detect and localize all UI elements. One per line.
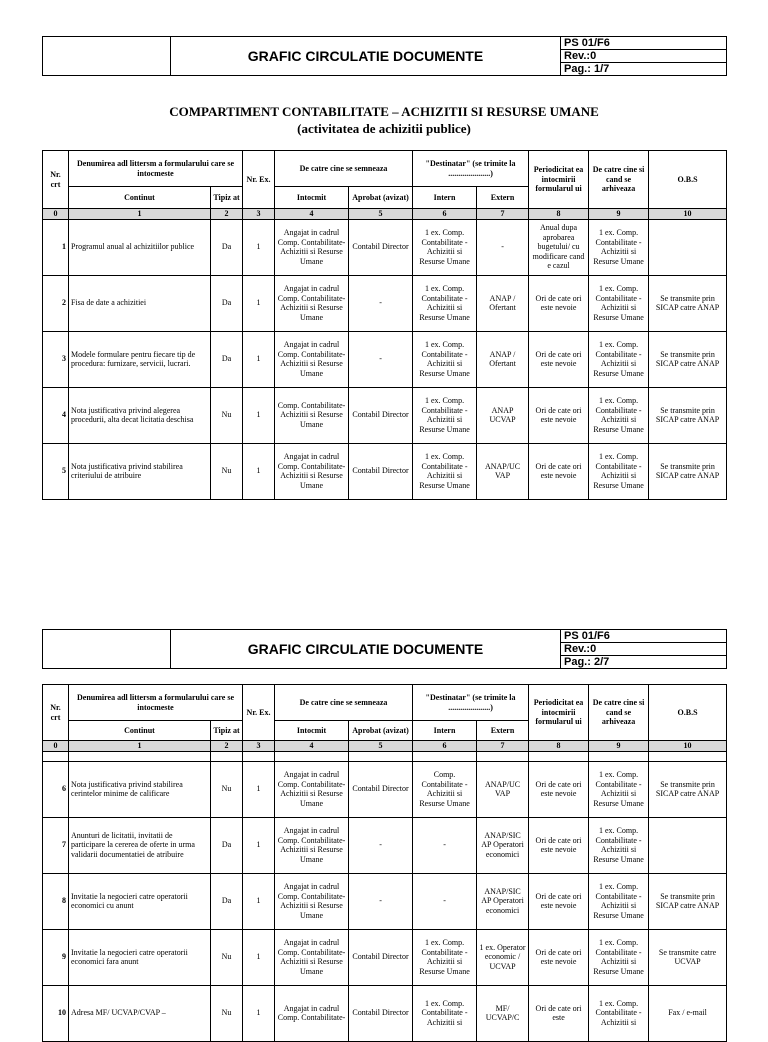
row-obs: Fax / e-mail <box>649 985 727 1041</box>
row-arhiveaza: 1 ex. Comp. Contabilitate - Achizitii si <box>589 985 649 1041</box>
table-1-body <box>43 219 727 499</box>
page-number: Pag.: 1/7 <box>561 63 727 76</box>
header-tipizat: Tipiz at <box>211 187 243 209</box>
section-title: COMPARTIMENT CONTABILITATE – ACHIZITII SI RESURSE UMANE <box>169 104 599 119</box>
header-destinatar: "Destinatar" (se trimite la .....................) <box>413 685 529 721</box>
row-arhiveaza: 1 ex. Comp. Contabilitate - Achizitii si Resurse Umane <box>589 873 649 929</box>
row-extern: ANAP UCVAP <box>477 387 529 443</box>
row-arhiveaza: 1 ex. Comp. Contabilitate - Achizitii si Resurse Umane <box>589 761 649 817</box>
column-number: 3 <box>243 741 275 752</box>
header-intocmit: Intocmit <box>275 721 349 741</box>
table-row <box>43 929 727 985</box>
row-number: 10 <box>43 985 69 1041</box>
page2-header <box>42 629 727 669</box>
row-periodicitate: Anual dupa aprobarea bugetului/ cu modificare cand e cazul <box>529 219 589 275</box>
document-flow-table-2 <box>42 684 727 1042</box>
row-nr-ex: 1 <box>243 443 275 499</box>
row-extern: 1 ex. Operator economic / UCVAP <box>477 929 529 985</box>
row-obs: Se transmite prin SICAP catre ANAP <box>649 331 727 387</box>
row-continut: Nota justificativa privind stabilirea criteriului de atribuire <box>69 443 211 499</box>
row-aprobat: Contabil Director <box>349 387 413 443</box>
row-continut: Invitatie la negocieri catre operatorii economici cu anunt <box>69 873 211 929</box>
row-aprobat: - <box>349 873 413 929</box>
row-extern: ANAP/UC VAP <box>477 443 529 499</box>
row-extern: ANAP / Ofertant <box>477 275 529 331</box>
row-obs: Se transmite prin SICAP catre ANAP <box>649 275 727 331</box>
row-aprobat: Contabil Director <box>349 219 413 275</box>
logo-cell <box>43 630 171 669</box>
header-periodicitate: Periodicitat ea intocmirii formularul ui <box>529 151 589 209</box>
page1-header <box>42 36 727 76</box>
row-intocmit: Angajat in cadrul Comp. Contabilitate- <box>275 985 349 1041</box>
column-number: 4 <box>275 741 349 752</box>
row-arhiveaza: 1 ex. Comp. Contabilitate - Achizitii si Resurse Umane <box>589 387 649 443</box>
row-tipizat: Nu <box>211 387 243 443</box>
row-extern: - <box>477 219 529 275</box>
logo-cell <box>43 37 171 76</box>
column-number: 0 <box>43 741 69 752</box>
row-intocmit: Angajat in cadrul Comp. Contabilitate- Achizitii si Resurse Umane <box>275 761 349 817</box>
row-continut: Nota justificativa privind alegerea procedurii, alta decat licitatia deschisa <box>69 387 211 443</box>
header-obs: O.B.S <box>649 685 727 741</box>
row-aprobat: Contabil Director <box>349 443 413 499</box>
table-row <box>43 817 727 873</box>
row-aprobat: Contabil Director <box>349 929 413 985</box>
row-extern: MF/ UCVAP/C <box>477 985 529 1041</box>
row-periodicitate: Ori de cate ori este nevoie <box>529 443 589 499</box>
row-obs: Se transmite catre UCVAP <box>649 929 727 985</box>
header-obs: O.B.S <box>649 151 727 209</box>
row-tipizat: Da <box>211 873 243 929</box>
column-number: 8 <box>529 209 589 220</box>
row-intocmit: Angajat in cadrul Comp. Contabilitate- Achizitii si Resurse Umane <box>275 929 349 985</box>
row-tipizat: Da <box>211 275 243 331</box>
row-intocmit: Angajat in cadrul Comp. Contabilitate- Achizitii si Resurse Umane <box>275 275 349 331</box>
document-code: PS 01/F6 <box>561 37 727 50</box>
header-denumirea: Denumirea adl littersm a formularului care se intocmeste <box>69 685 243 721</box>
row-number: 4 <box>43 387 69 443</box>
row-intern: 1 ex. Comp. Contabilitate - Achizitii si Resurse Umane <box>413 331 477 387</box>
table-row <box>43 761 727 817</box>
row-extern: ANAP/SIC AP Operatori economici <box>477 873 529 929</box>
table-row <box>43 331 727 387</box>
table-row <box>43 985 727 1041</box>
row-arhiveaza: 1 ex. Comp. Contabilitate - Achizitii si Resurse Umane <box>589 331 649 387</box>
row-arhiveaza: 1 ex. Comp. Contabilitate - Achizitii si Resurse Umane <box>589 219 649 275</box>
row-obs: Se transmite prin SICAP catre ANAP <box>649 443 727 499</box>
header-denumirea: Denumirea adl littersm a formularului care se intocmeste <box>69 151 243 187</box>
row-number: 6 <box>43 761 69 817</box>
row-intocmit: Angajat in cadrul Comp. Contabilitate- Achizitii si Resurse Umane <box>275 443 349 499</box>
column-number: 8 <box>529 741 589 752</box>
header-arhiveaza: De catre cine si cand se arhiveaza <box>589 685 649 741</box>
row-nr-ex: 1 <box>243 331 275 387</box>
header-aprobat: Aprobat (avizat) <box>349 721 413 741</box>
row-extern: ANAP / Ofertant <box>477 331 529 387</box>
row-tipizat: Da <box>211 219 243 275</box>
row-arhiveaza: 1 ex. Comp. Contabilitate - Achizitii si Resurse Umane <box>589 817 649 873</box>
table-row <box>43 275 727 331</box>
header-periodicitate: Periodicitat ea intocmirii formularul ui <box>529 685 589 741</box>
row-intern: 1 ex. Comp. Contabilitate - Achizitii si Resurse Umane <box>413 929 477 985</box>
row-periodicitate: Ori de cate ori este <box>529 985 589 1041</box>
row-continut: Anunturi de licitatii, invitatii de participare la cererea de oferte in urma validarii documentatiei de atribuire <box>69 817 211 873</box>
row-number: 9 <box>43 929 69 985</box>
row-number: 5 <box>43 443 69 499</box>
column-number: 5 <box>349 209 413 220</box>
row-continut: Programul anual al achizitiilor publice <box>69 219 211 275</box>
row-tipizat: Nu <box>211 929 243 985</box>
header-extern: Extern <box>477 187 529 209</box>
table-row <box>43 443 727 499</box>
row-intern: 1 ex. Comp. Contabilitate - Achizitii si Resurse Umane <box>413 443 477 499</box>
row-nr-ex: 1 <box>243 985 275 1041</box>
row-aprobat: Contabil Director <box>349 761 413 817</box>
column-number: 1 <box>69 741 211 752</box>
row-periodicitate: Ori de cate ori este nevoie <box>529 331 589 387</box>
header-continut: Continut <box>69 721 211 741</box>
header-nr-crt: Nr. crt <box>43 685 69 741</box>
row-number: 7 <box>43 817 69 873</box>
row-intocmit: Angajat in cadrul Comp. Contabilitate- Achizitii si Resurse Umane <box>275 219 349 275</box>
row-intern: - <box>413 873 477 929</box>
header-intocmit: Intocmit <box>275 187 349 209</box>
row-arhiveaza: 1 ex. Comp. Contabilitate - Achizitii si Resurse Umane <box>589 929 649 985</box>
header-continut: Continut <box>69 187 211 209</box>
row-nr-ex: 1 <box>243 817 275 873</box>
column-number: 2 <box>211 209 243 220</box>
column-number: 6 <box>413 741 477 752</box>
document-code: PS 01/F6 <box>561 630 727 643</box>
header-semneaza: De catre cine se semneaza <box>275 151 413 187</box>
column-number: 7 <box>477 741 529 752</box>
row-nr-ex: 1 <box>243 219 275 275</box>
row-number: 3 <box>43 331 69 387</box>
row-aprobat: - <box>349 331 413 387</box>
row-intern: 1 ex. Comp. Contabilitate - Achizitii si <box>413 985 477 1041</box>
row-tipizat: Nu <box>211 985 243 1041</box>
row-intocmit: Angajat in cadrul Comp. Contabilitate- Achizitii si Resurse Umane <box>275 817 349 873</box>
row-obs: Se transmite prin SICAP catre ANAP <box>649 873 727 929</box>
row-obs: Se transmite prin SICAP catre ANAP <box>649 387 727 443</box>
row-periodicitate: Ori de cate ori este nevoie <box>529 387 589 443</box>
document-title: GRAFIC CIRCULATIE DOCUMENTE <box>171 630 561 669</box>
column-number: 2 <box>211 741 243 752</box>
column-number: 6 <box>413 209 477 220</box>
row-obs <box>649 817 727 873</box>
row-periodicitate: Ori de cate ori este nevoie <box>529 929 589 985</box>
row-extern: ANAP/SIC AP Operatori economici <box>477 817 529 873</box>
header-destinatar: "Destinatar" (se trimite la .....................) <box>413 151 529 187</box>
column-number: 1 <box>69 209 211 220</box>
table-row <box>43 873 727 929</box>
row-extern: ANAP/UC VAP <box>477 761 529 817</box>
row-aprobat: - <box>349 817 413 873</box>
row-periodicitate: Ori de cate ori este nevoie <box>529 873 589 929</box>
row-periodicitate: Ori de cate ori este nevoie <box>529 817 589 873</box>
section-subtitle: (activitatea de achizitii publice) <box>297 121 471 136</box>
header-nr-ex: Nr. Ex. <box>243 151 275 209</box>
row-continut: Adresa MF/ UCVAP/CVAP – <box>69 985 211 1041</box>
row-continut: Fisa de date a achizitiei <box>69 275 211 331</box>
spacer-row <box>43 751 727 761</box>
row-obs <box>649 219 727 275</box>
page-number: Pag.: 2/7 <box>561 656 727 669</box>
header-nr-ex: Nr. Ex. <box>243 685 275 741</box>
row-intocmit: Angajat in cadrul Comp. Contabilitate- Achizitii si Resurse Umane <box>275 331 349 387</box>
row-arhiveaza: 1 ex. Comp. Contabilitate - Achizitii si Resurse Umane <box>589 443 649 499</box>
row-nr-ex: 1 <box>243 761 275 817</box>
column-number-row <box>43 741 727 752</box>
row-tipizat: Da <box>211 817 243 873</box>
header-semneaza: De catre cine se semneaza <box>275 685 413 721</box>
column-number: 9 <box>589 209 649 220</box>
column-number: 7 <box>477 209 529 220</box>
header-aprobat: Aprobat (avizat) <box>349 187 413 209</box>
row-nr-ex: 1 <box>243 387 275 443</box>
revision: Rev.:0 <box>561 50 727 63</box>
row-intern: 1 ex. Comp. Contabilitate - Achizitii si Resurse Umane <box>413 275 477 331</box>
row-continut: Modele formulare pentru fiecare tip de procedura: furnizare, servicii, lucrari. <box>69 331 211 387</box>
header-tipizat: Tipiz at <box>211 721 243 741</box>
row-intocmit: Comp. Contabilitate- Achizitii si Resurse Umane <box>275 387 349 443</box>
column-number: 10 <box>649 741 727 752</box>
row-aprobat: - <box>349 275 413 331</box>
row-obs: Se transmite prin SICAP catre ANAP <box>649 761 727 817</box>
revision: Rev.:0 <box>561 643 727 656</box>
row-tipizat: Da <box>211 331 243 387</box>
document-flow-table-1 <box>42 150 727 500</box>
row-intern: 1 ex. Comp. Contabilitate - Achizitii si Resurse Umane <box>413 387 477 443</box>
row-intocmit: Angajat in cadrul Comp. Contabilitate- Achizitii si Resurse Umane <box>275 873 349 929</box>
row-tipizat: Nu <box>211 761 243 817</box>
row-aprobat: Contabil Director <box>349 985 413 1041</box>
column-number-row <box>43 209 727 220</box>
row-arhiveaza: 1 ex. Comp. Contabilitate - Achizitii si Resurse Umane <box>589 275 649 331</box>
row-continut: Nota justificativa privind stabilirea cerintelor minime de calificare <box>69 761 211 817</box>
header-nr-crt: Nr. crt <box>43 151 69 209</box>
table-row <box>43 387 727 443</box>
header-intern: Intern <box>413 187 477 209</box>
row-intern: Comp. Contabilitate - Achizitii si Resurse Umane <box>413 761 477 817</box>
row-intern: 1 ex. Comp. Contabilitate - Achizitii si Resurse Umane <box>413 219 477 275</box>
row-number: 2 <box>43 275 69 331</box>
row-number: 1 <box>43 219 69 275</box>
row-periodicitate: Ori de cate ori este nevoie <box>529 275 589 331</box>
row-nr-ex: 1 <box>243 275 275 331</box>
header-intern: Intern <box>413 721 477 741</box>
column-number: 3 <box>243 209 275 220</box>
document-title: GRAFIC CIRCULATIE DOCUMENTE <box>171 37 561 76</box>
column-number: 0 <box>43 209 69 220</box>
row-nr-ex: 1 <box>243 873 275 929</box>
row-number: 8 <box>43 873 69 929</box>
row-periodicitate: Ori de cate ori este nevoie <box>529 761 589 817</box>
column-number: 5 <box>349 741 413 752</box>
column-number: 4 <box>275 209 349 220</box>
column-number: 10 <box>649 209 727 220</box>
header-arhiveaza: De catre cine si cand se arhiveaza <box>589 151 649 209</box>
row-intern: - <box>413 817 477 873</box>
row-tipizat: Nu <box>211 443 243 499</box>
row-continut: Invitatie la negocieri catre operatorii economici fara anunt <box>69 929 211 985</box>
table-row <box>43 219 727 275</box>
table-2-body <box>43 761 727 1041</box>
header-extern: Extern <box>477 721 529 741</box>
row-nr-ex: 1 <box>243 929 275 985</box>
column-number: 9 <box>589 741 649 752</box>
